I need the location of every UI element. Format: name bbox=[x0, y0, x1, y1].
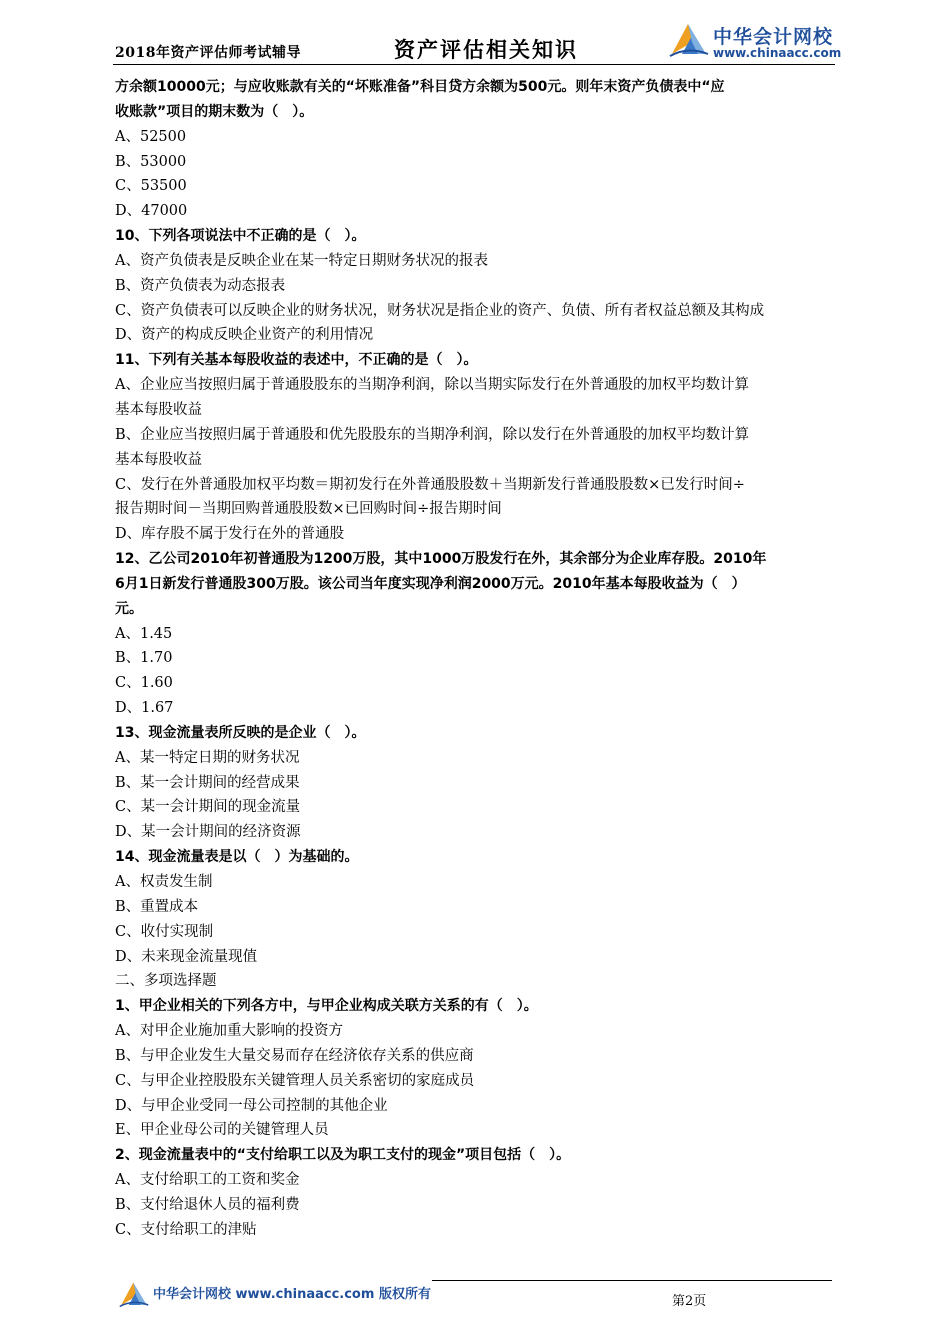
option-line: A、企业应当按照归属于普通股股东的当期净利润，除以当期实际发行在外普通股的加权平均数计算 bbox=[115, 377, 749, 394]
option-line: B、某一会计期间的经营成果 bbox=[115, 774, 300, 791]
option-line: 基本每股收益 bbox=[115, 401, 202, 418]
option-line: B、1.70 bbox=[115, 650, 173, 667]
logo-name: 中华会计网校 bbox=[713, 26, 834, 48]
option-line: C、53500 bbox=[115, 178, 187, 195]
footer-logo-icon bbox=[118, 1278, 150, 1308]
option-line: B、资产负债表为动态报表 bbox=[115, 277, 286, 294]
option-line: A、52500 bbox=[115, 128, 187, 145]
option-line: D、1.67 bbox=[115, 700, 174, 717]
option-line: 二、多项选择题 bbox=[115, 973, 217, 990]
brand-logo bbox=[668, 18, 848, 66]
option-line: A、1.45 bbox=[115, 625, 173, 642]
option-line: A、某一特定日期的财务状况 bbox=[115, 749, 300, 766]
option-line: D、与甲企业受同一母公司控制的其他企业 bbox=[115, 1097, 388, 1114]
header-subject-title: 资产评估相关知识 bbox=[394, 37, 578, 62]
option-line: C、资产负债表可以反映企业的财务状况，财务状况是指企业的资产、负债、所有者权益总额及其构成 bbox=[115, 302, 765, 319]
question-line: 12、乙公司2010年初普通股为1200万股，其中1000万股发行在外，其余部分为企业库存股。2010年 bbox=[115, 551, 767, 568]
question-line: 收账款”项目的期末数为（ ）。 bbox=[115, 103, 314, 120]
page-footer bbox=[0, 1270, 950, 1344]
option-line: 报告期时间－当期回购普通股股数×已回购时间÷报告期时间 bbox=[115, 501, 502, 518]
question-line: 6月1日新发行普通股300万股。该公司当年度实现净利润2000万元。2010年基本每股收益为（ ） bbox=[115, 575, 746, 592]
question-line: 13、现金流量表所反映的是企业（ ）。 bbox=[115, 724, 366, 741]
option-line: C、发行在外普通股加权平均数＝期初发行在外普通股股数＋当期新发行普通股股数×已发行时间÷ bbox=[115, 476, 745, 493]
logo-url: www.chinaacc.com bbox=[713, 46, 842, 60]
option-line: B、53000 bbox=[115, 153, 187, 170]
option-line: B、重置成本 bbox=[115, 898, 199, 915]
question-line: 2、现金流量表中的“支付给职工以及为职工支付的现金”项目包括（ ）。 bbox=[115, 1147, 571, 1164]
option-line: D、资产的构成反映企业资产的利用情况 bbox=[115, 327, 374, 344]
page-number: 第2页 bbox=[672, 1294, 707, 1309]
option-line: C、1.60 bbox=[115, 675, 173, 692]
header-divider bbox=[113, 64, 835, 65]
question-line: 11、下列有关基本每股收益的表述中，不正确的是（ ）。 bbox=[115, 352, 478, 369]
option-line: C、支付给职工的津贴 bbox=[115, 1221, 257, 1238]
question-line: 14、现金流量表是以（ ）为基础的。 bbox=[115, 849, 359, 866]
option-line: C、与甲企业控股股东关键管理人员关系密切的家庭成员 bbox=[115, 1072, 475, 1089]
option-line: C、收付实现制 bbox=[115, 923, 214, 940]
header-course-title: 2018年资产评估师考试辅导 bbox=[115, 45, 301, 61]
option-line: B、与甲企业发生大量交易而存在经济依存关系的供应商 bbox=[115, 1047, 474, 1064]
option-line: B、企业应当按照归属于普通股和优先股股东的当期净利润，除以发行在外普通股的加权平均数计算 bbox=[115, 426, 750, 443]
option-line: A、对甲企业施加重大影响的投资方 bbox=[115, 1023, 343, 1040]
option-line: A、权责发生制 bbox=[115, 874, 213, 890]
option-line: B、支付给退休人员的福利费 bbox=[115, 1196, 300, 1213]
option-line: D、库存股不属于发行在外的普通股 bbox=[115, 526, 345, 543]
question-line: 方余额10000元；与应收账款有关的“坏账准备”科目贷方余额为500元。则年末资产负债表中“应 bbox=[115, 79, 725, 95]
question-line: 10、下列各项说法中不正确的是（ ）。 bbox=[115, 228, 366, 245]
footer-copyright: 中华会计网校 www.chinaacc.com 版权所有 bbox=[153, 1287, 431, 1302]
question-line: 1、甲企业相关的下列各方中，与甲企业构成关联方关系的有（ ）。 bbox=[115, 998, 538, 1015]
footer-divider bbox=[432, 1280, 832, 1281]
document-body bbox=[115, 75, 865, 1243]
option-line: D、47000 bbox=[115, 203, 188, 220]
option-line: A、支付给职工的工资和奖金 bbox=[115, 1172, 300, 1189]
page-header bbox=[0, 0, 950, 74]
question-line: 元。 bbox=[115, 600, 143, 617]
logo-triangle-icon bbox=[668, 18, 710, 58]
option-line: D、某一会计期间的经济资源 bbox=[115, 824, 301, 841]
option-line: D、未来现金流量现值 bbox=[115, 948, 258, 965]
option-line: C、某一会计期间的现金流量 bbox=[115, 799, 301, 816]
option-line: 基本每股收益 bbox=[115, 451, 202, 468]
option-line: E、甲企业母公司的关键管理人员 bbox=[115, 1122, 329, 1139]
option-line: A、资产负债表是反映企业在某一特定日期财务状况的报表 bbox=[115, 252, 488, 269]
